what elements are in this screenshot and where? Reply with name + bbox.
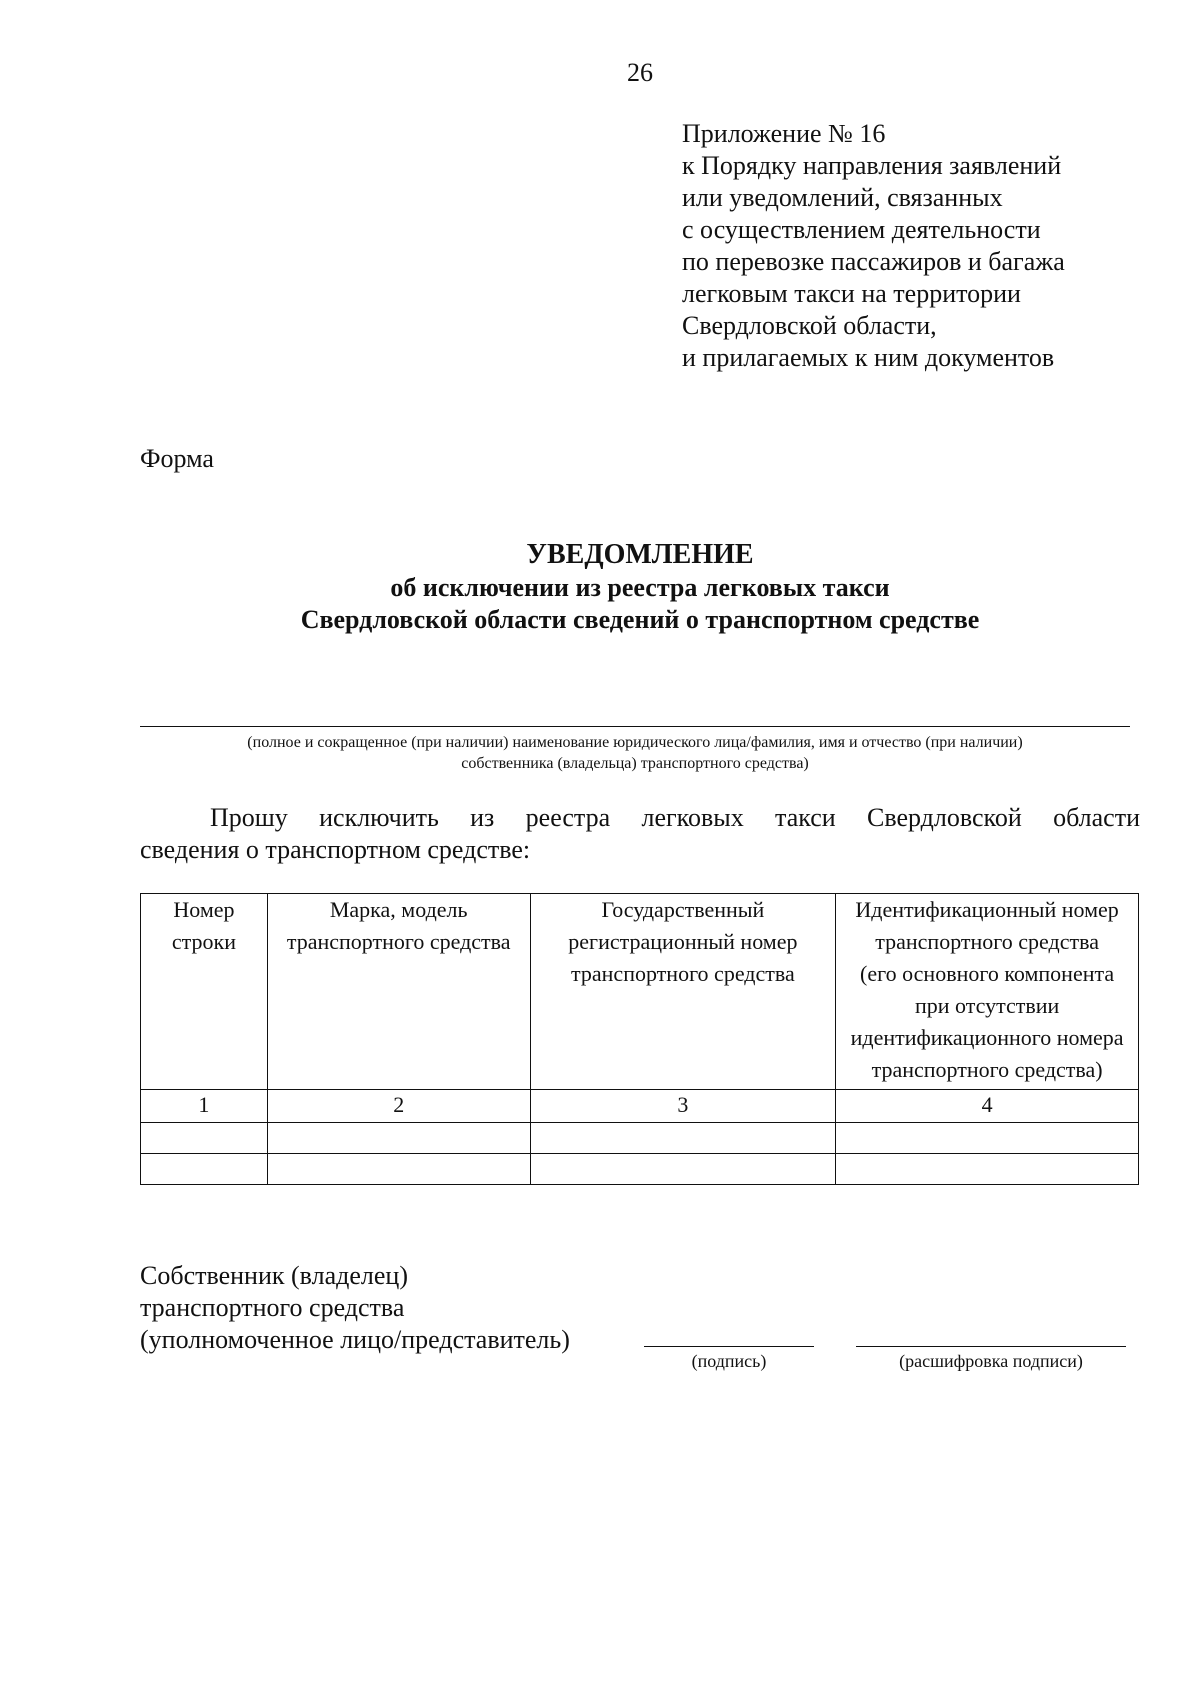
column-number: 4 — [836, 1090, 1139, 1123]
appendix-line: по перевозке пассажиров и багажа — [682, 247, 1065, 276]
signature-caption: (подпись) — [691, 1351, 767, 1371]
table-cell[interactable] — [836, 1123, 1139, 1154]
table-cell[interactable] — [141, 1154, 268, 1185]
header-text: транспортного средства — [286, 929, 511, 954]
form-label: Форма — [140, 444, 214, 473]
appendix-line: и прилагаемых к ним документов — [682, 343, 1055, 372]
title-line-1: об исключении из реестра легковых такси — [390, 573, 890, 602]
table-cell[interactable] — [836, 1154, 1139, 1185]
table-header-row — [141, 894, 1139, 1090]
table-cell[interactable] — [530, 1123, 836, 1154]
signatory-line: (уполномоченное лицо/представитель) — [140, 1325, 570, 1354]
signatory-line: Собственник (владелец) — [140, 1261, 408, 1290]
table-cell[interactable] — [141, 1123, 268, 1154]
table-cell[interactable] — [267, 1154, 530, 1185]
appendix-reference — [682, 118, 1162, 374]
request-paragraph — [140, 802, 1140, 866]
appendix-line: или уведомлений, связанных — [682, 183, 1003, 212]
owner-caption-line-2: собственника (владельца) транспортного средства) — [461, 755, 809, 772]
document-title — [140, 538, 1140, 636]
column-number: 1 — [141, 1090, 268, 1123]
header-text: строки — [171, 929, 236, 954]
header-text: транспортного средства — [875, 929, 1099, 954]
header-text: регистрационный номер — [568, 929, 798, 954]
request-line-2: сведения о транспортном средстве: — [140, 835, 531, 864]
title-line-2: Свердловской области сведений о транспортном средстве — [300, 605, 980, 634]
table-cell[interactable] — [267, 1123, 530, 1154]
signatory-line: транспортного средства — [140, 1293, 405, 1322]
table-cell[interactable] — [530, 1154, 836, 1185]
header-text: транспортного средства) — [871, 1057, 1103, 1082]
header-make-model — [267, 894, 530, 1090]
appendix-line: Приложение № 16 — [682, 119, 886, 148]
header-text: при отсутствии — [914, 993, 1060, 1018]
column-number: 2 — [267, 1090, 530, 1123]
signature-decoding-field-line[interactable] — [856, 1346, 1126, 1347]
owner-caption-line-1: (полное и сокращенное (при наличии) наименование юридического лица/фамилия, имя и отчество (при наличии) — [247, 734, 1023, 751]
page-number: 26 — [627, 58, 653, 87]
appendix-line: Свердловской области, — [682, 311, 937, 340]
title-main: УВЕДОМЛЕНИЕ — [526, 539, 754, 570]
appendix-line: к Порядку направления заявлений — [682, 151, 1062, 180]
header-row-number — [141, 894, 268, 1090]
vehicle-table — [140, 893, 1139, 1185]
signature-decoding-caption: (расшифровка подписи) — [899, 1351, 1083, 1371]
column-number: 3 — [530, 1090, 836, 1123]
header-text: Номер — [173, 897, 235, 922]
request-line-1: Прошу исключить из реестра легковых такси Свердловской области — [210, 803, 1140, 832]
column-number-row — [141, 1090, 1139, 1123]
header-vin — [836, 894, 1139, 1090]
appendix-line: с осуществлением деятельности — [682, 215, 1041, 244]
header-text: Идентификационный номер — [855, 897, 1119, 922]
table-row — [141, 1123, 1139, 1154]
appendix-line: легковым такси на территории — [682, 279, 1021, 308]
table-row — [141, 1154, 1139, 1185]
header-text: транспортного средства — [571, 961, 795, 986]
header-text: (его основного компонента — [860, 961, 1115, 986]
header-text: идентификационного номера — [850, 1025, 1124, 1050]
header-text: Государственный — [601, 897, 765, 922]
signature-field-line[interactable] — [644, 1346, 814, 1347]
owner-name-caption — [140, 732, 1130, 774]
header-text: Марка, модель — [329, 897, 468, 922]
owner-name-field-line[interactable] — [140, 726, 1130, 727]
signatory-label — [140, 1260, 570, 1356]
header-registration-number — [530, 894, 836, 1090]
